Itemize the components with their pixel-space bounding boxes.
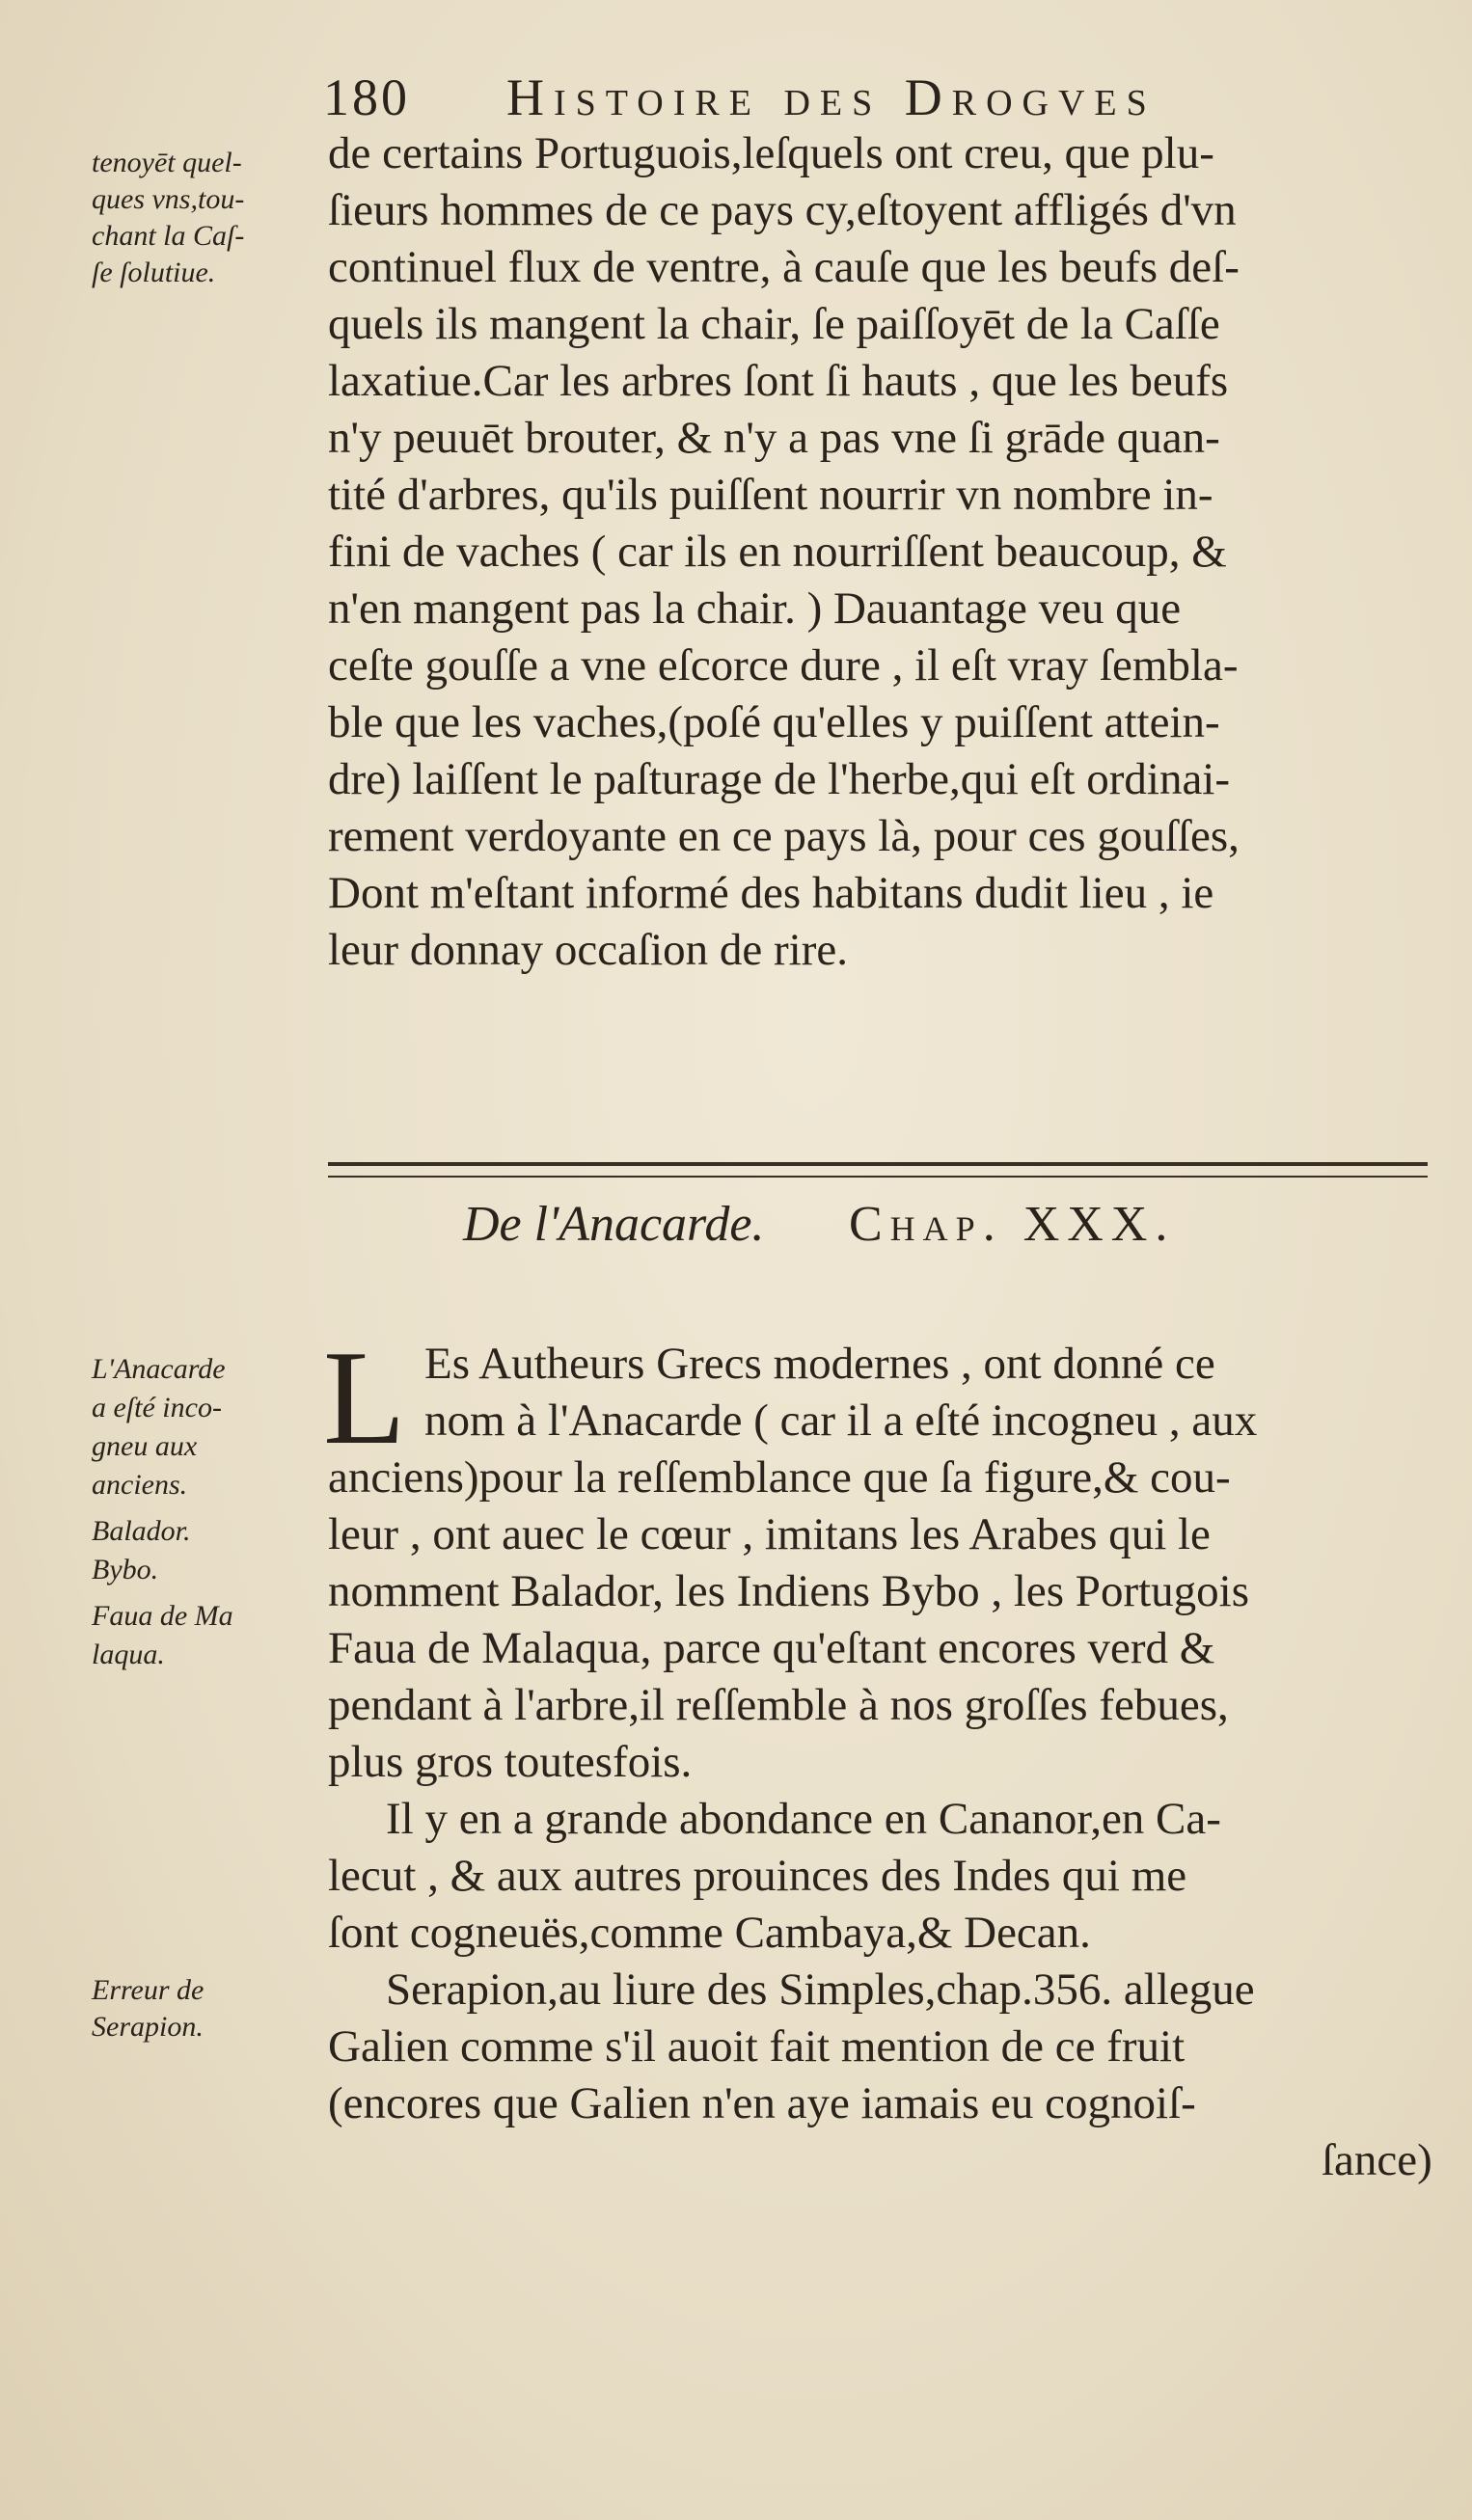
margin-line: Erreur de: [92, 1974, 204, 2006]
paragraph-serapion: [328, 2019, 1447, 2132]
text-line: rement verdoyante en ce pays là, pour ces gouſſes,: [328, 811, 1240, 861]
text-line: lecut , & aux autres prouinces des Indes qui me: [328, 1851, 1187, 1901]
drop-cap: L: [323, 1323, 406, 1473]
text-line: pendant à l'arbre,il reſſemble à nos groſſes febues,: [328, 1680, 1229, 1730]
margin-line: chant la Caſ-: [92, 220, 245, 252]
paragraph-anacarde-first: [424, 1336, 1447, 1450]
text-line: Serapion,au liure des Simples,chap.356. allegue: [386, 1965, 1255, 2015]
margin-note-anacarde: [92, 1350, 323, 1674]
text-line: ſont cogneuës,comme Cambaya,& Decan.: [328, 1908, 1091, 1958]
text-line: ſieurs hommes de ce pays cy,eſtoyent affligés d'vn: [328, 185, 1237, 235]
text-line: tité d'arbres, qu'ils puiſſent nourrir vn nombre in-: [328, 470, 1213, 520]
paragraph-serapion-first: [386, 1962, 1447, 2019]
chapter-heading: [463, 1196, 1428, 1263]
text-line: quels ils mangent la chair, ſe paiſſoyēt de la Caſſe: [328, 299, 1220, 349]
text-line: n'y peuuēt brouter, & n'y a pas vne ſi grāde quan-: [328, 413, 1220, 463]
text-line: Galien comme s'il auoit fait mention de ce fruit: [328, 2021, 1186, 2072]
paragraph-anacarde: [328, 1450, 1447, 1791]
text-line: leur donnay occaſion de rire.: [328, 925, 848, 975]
text-line: ble que les vaches,(poſé qu'elles y puiſſent attein-: [328, 697, 1220, 747]
catchword: [1322, 2132, 1457, 2189]
margin-line: gneu aux: [92, 1430, 198, 1462]
page-number: 180: [323, 68, 410, 126]
margin-line: laqua.: [92, 1639, 165, 1670]
margin-line: Serapion.: [92, 2011, 204, 2043]
text-line: ceſte gouſſe a vne eſcorce dure , il eſt vray ſembla-: [328, 640, 1239, 691]
text-line: Il y en a grande abondance en Cananor,en Ca-: [386, 1794, 1221, 1844]
section-divider: [328, 1162, 1428, 1178]
margin-note-serapion: [92, 1972, 323, 2046]
text-line: nomment Balador, les Indiens Bybo , les Portugois: [328, 1566, 1250, 1616]
text-line: laxatiue.Car les arbres ſont ſi hauts , que les beufs: [328, 356, 1229, 406]
text-line: Dont m'eſtant informé des habitans dudit lieu , ie: [328, 868, 1214, 918]
text-line: Es Autheurs Grecs modernes , ont donné ce: [424, 1339, 1215, 1389]
text-line: continuel flux de ventre, à cauſe que les beufs deſ-: [328, 242, 1240, 292]
text-line: dre) laiſſent le paſturage de l'herbe,qui eſt ordinai-: [328, 754, 1231, 804]
margin-line: L'Anacarde: [92, 1353, 226, 1385]
margin-line: anciens.: [92, 1469, 188, 1501]
margin-line: a eſté inco-: [92, 1392, 222, 1423]
paragraph-cananor: [386, 1791, 1447, 1848]
text-line: de certains Portuguois,leſquels ont creu, que plu-: [328, 128, 1214, 178]
margin-line: Bybo.: [92, 1554, 159, 1585]
catchword-text: ſance): [1322, 2135, 1432, 2185]
text-line: anciens)pour la reſſemblance que ſa figure,& cou-: [328, 1452, 1231, 1503]
text-line: Faua de Malaqua, parce qu'eſtant encores verd &: [328, 1623, 1215, 1673]
paragraph-cananor-cont: [328, 1848, 1447, 1962]
text-line: nom à l'Anacarde ( car il a eſté incogneu , aux: [424, 1395, 1258, 1446]
chapter-label: Chap. XXX.: [849, 1197, 1176, 1252]
text-line: fini de vaches ( car ils en nourriſſent beaucoup, &: [328, 527, 1227, 577]
text-line: n'en mangent pas la chair. ) Dauantage veu que: [328, 583, 1182, 634]
text-line: leur , ont auec le cœur , imitans les Arabes qui le: [328, 1509, 1211, 1559]
margin-line: Balador.: [92, 1515, 191, 1547]
margin-note-casse: [92, 145, 323, 291]
margin-line: Faua de Ma: [92, 1600, 233, 1632]
paragraph-casse: [328, 125, 1447, 979]
margin-line: ques vns,tou-: [92, 183, 245, 215]
margin-line: ſe ſolutiue.: [92, 257, 216, 288]
running-title: Histoire des Drogves: [506, 68, 1157, 126]
chapter-subtitle: De l'Anacarde.: [463, 1197, 765, 1252]
text-line: plus gros toutesfois.: [328, 1737, 693, 1787]
margin-line: tenoyēt quel-: [92, 147, 242, 178]
text-line: (encores que Galien n'en aye iamais eu cognoiſ-: [328, 2078, 1196, 2128]
